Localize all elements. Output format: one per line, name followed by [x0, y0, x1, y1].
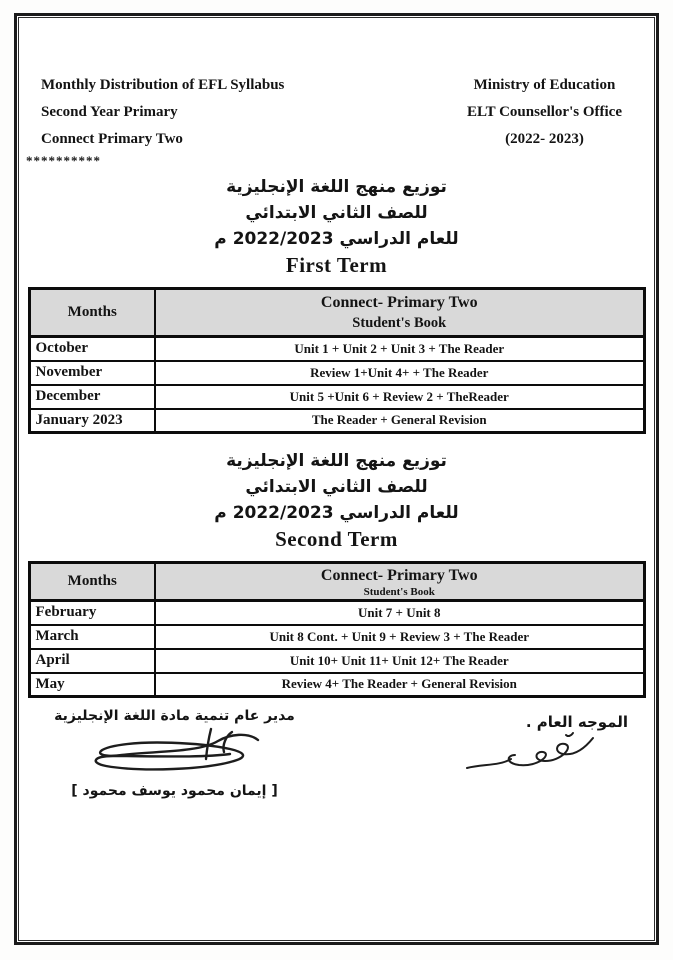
document-header [19, 18, 654, 153]
month-cell: January 2023 [29, 409, 155, 433]
content-cell: Unit 5 +Unit 6 + Review 2 + TheReader [155, 385, 644, 409]
table-row [29, 385, 644, 409]
director-signature-block [47, 706, 302, 799]
supervisor-title: الموجه العام . [525, 713, 628, 731]
month-cell: October [29, 337, 155, 361]
page-border-frame [14, 13, 659, 945]
arabic-grade-line: للصف الثاني الابتدائي [245, 477, 428, 497]
stars-separator: ********** [26, 153, 101, 168]
months-header-cell: Months [29, 563, 155, 601]
header-year-line: (2022- 2023) [505, 131, 584, 147]
director-name: [ إيمان محمود يوسف محمود ] [71, 783, 278, 799]
content-cell: Unit 1 + Unit 2 + Unit 3 + The Reader [155, 337, 644, 361]
arabic-title-line: توزيع منهج اللغة الإنجليزية [226, 451, 447, 471]
director-title: مدير عام تنمية مادة اللغة الإنجليزية [54, 708, 295, 724]
header-office-line: ELT Counsellor's Office [466, 104, 622, 120]
table-row [29, 361, 644, 385]
signatures-footer [19, 698, 654, 799]
term1-syllabus-table [28, 287, 646, 434]
content-cell: Unit 10+ Unit 11+ Unit 12+ The Reader [155, 649, 644, 673]
table-header-row [29, 563, 644, 601]
header-title-line: Monthly Distribution of EFL Syllabus [41, 77, 285, 93]
months-header-cell: Months [29, 289, 155, 337]
header-book-line: Connect Primary Two [41, 131, 183, 147]
content-cell: Review 1+Unit 4+ + The Reader [155, 361, 644, 385]
header-grade-line: Second Year Primary [41, 104, 178, 120]
term2-label: Second Term [275, 527, 398, 551]
arabic-year-line: للعام الدراسي 2022/2023 م [214, 229, 459, 249]
term1-heading [19, 174, 654, 279]
term1-label: First Term [285, 253, 388, 277]
table-row [29, 649, 644, 673]
supervisor-signature-scribble-icon [455, 728, 600, 774]
book-header-line1: Connect- Primary Two [320, 294, 478, 311]
book-header-line2: Student's Book [352, 315, 447, 331]
table-row [29, 601, 644, 625]
month-cell: April [29, 649, 155, 673]
page-border-frame-inner [18, 17, 655, 941]
book-header-cell [155, 563, 644, 601]
month-cell: February [29, 601, 155, 625]
content-cell: The Reader + General Revision [155, 409, 644, 433]
arabic-title-line: توزيع منهج اللغة الإنجليزية [226, 177, 447, 197]
table-row [29, 409, 644, 433]
header-right-block [467, 72, 628, 153]
content-cell: Unit 7 + Unit 8 [155, 601, 644, 625]
month-cell: May [29, 673, 155, 697]
content-cell: Unit 8 Cont. + Unit 9 + Review 3 + The Reader [155, 625, 644, 649]
book-header-line1: Connect- Primary Two [320, 566, 478, 584]
month-cell: November [29, 361, 155, 385]
arabic-grade-line: للصف الثاني الابتدائي [245, 203, 428, 223]
header-left-block [41, 72, 284, 153]
term2-syllabus-table [28, 561, 646, 698]
table-header-row [29, 289, 644, 337]
month-cell: December [29, 385, 155, 409]
header-ministry-line: Ministry of Education [473, 77, 616, 93]
term2-heading [19, 448, 654, 553]
director-signature-scribble-icon [80, 724, 270, 782]
table-row [29, 625, 644, 649]
table-row [29, 673, 644, 697]
arabic-year-line: للعام الدراسي 2022/2023 م [214, 503, 459, 523]
book-header-line2: Student's Book [363, 585, 435, 598]
content-cell: Review 4+ The Reader + General Revision [155, 673, 644, 697]
book-header-cell [155, 289, 644, 337]
supervisor-signature-block [419, 706, 634, 774]
month-cell: March [29, 625, 155, 649]
table-row [29, 337, 644, 361]
